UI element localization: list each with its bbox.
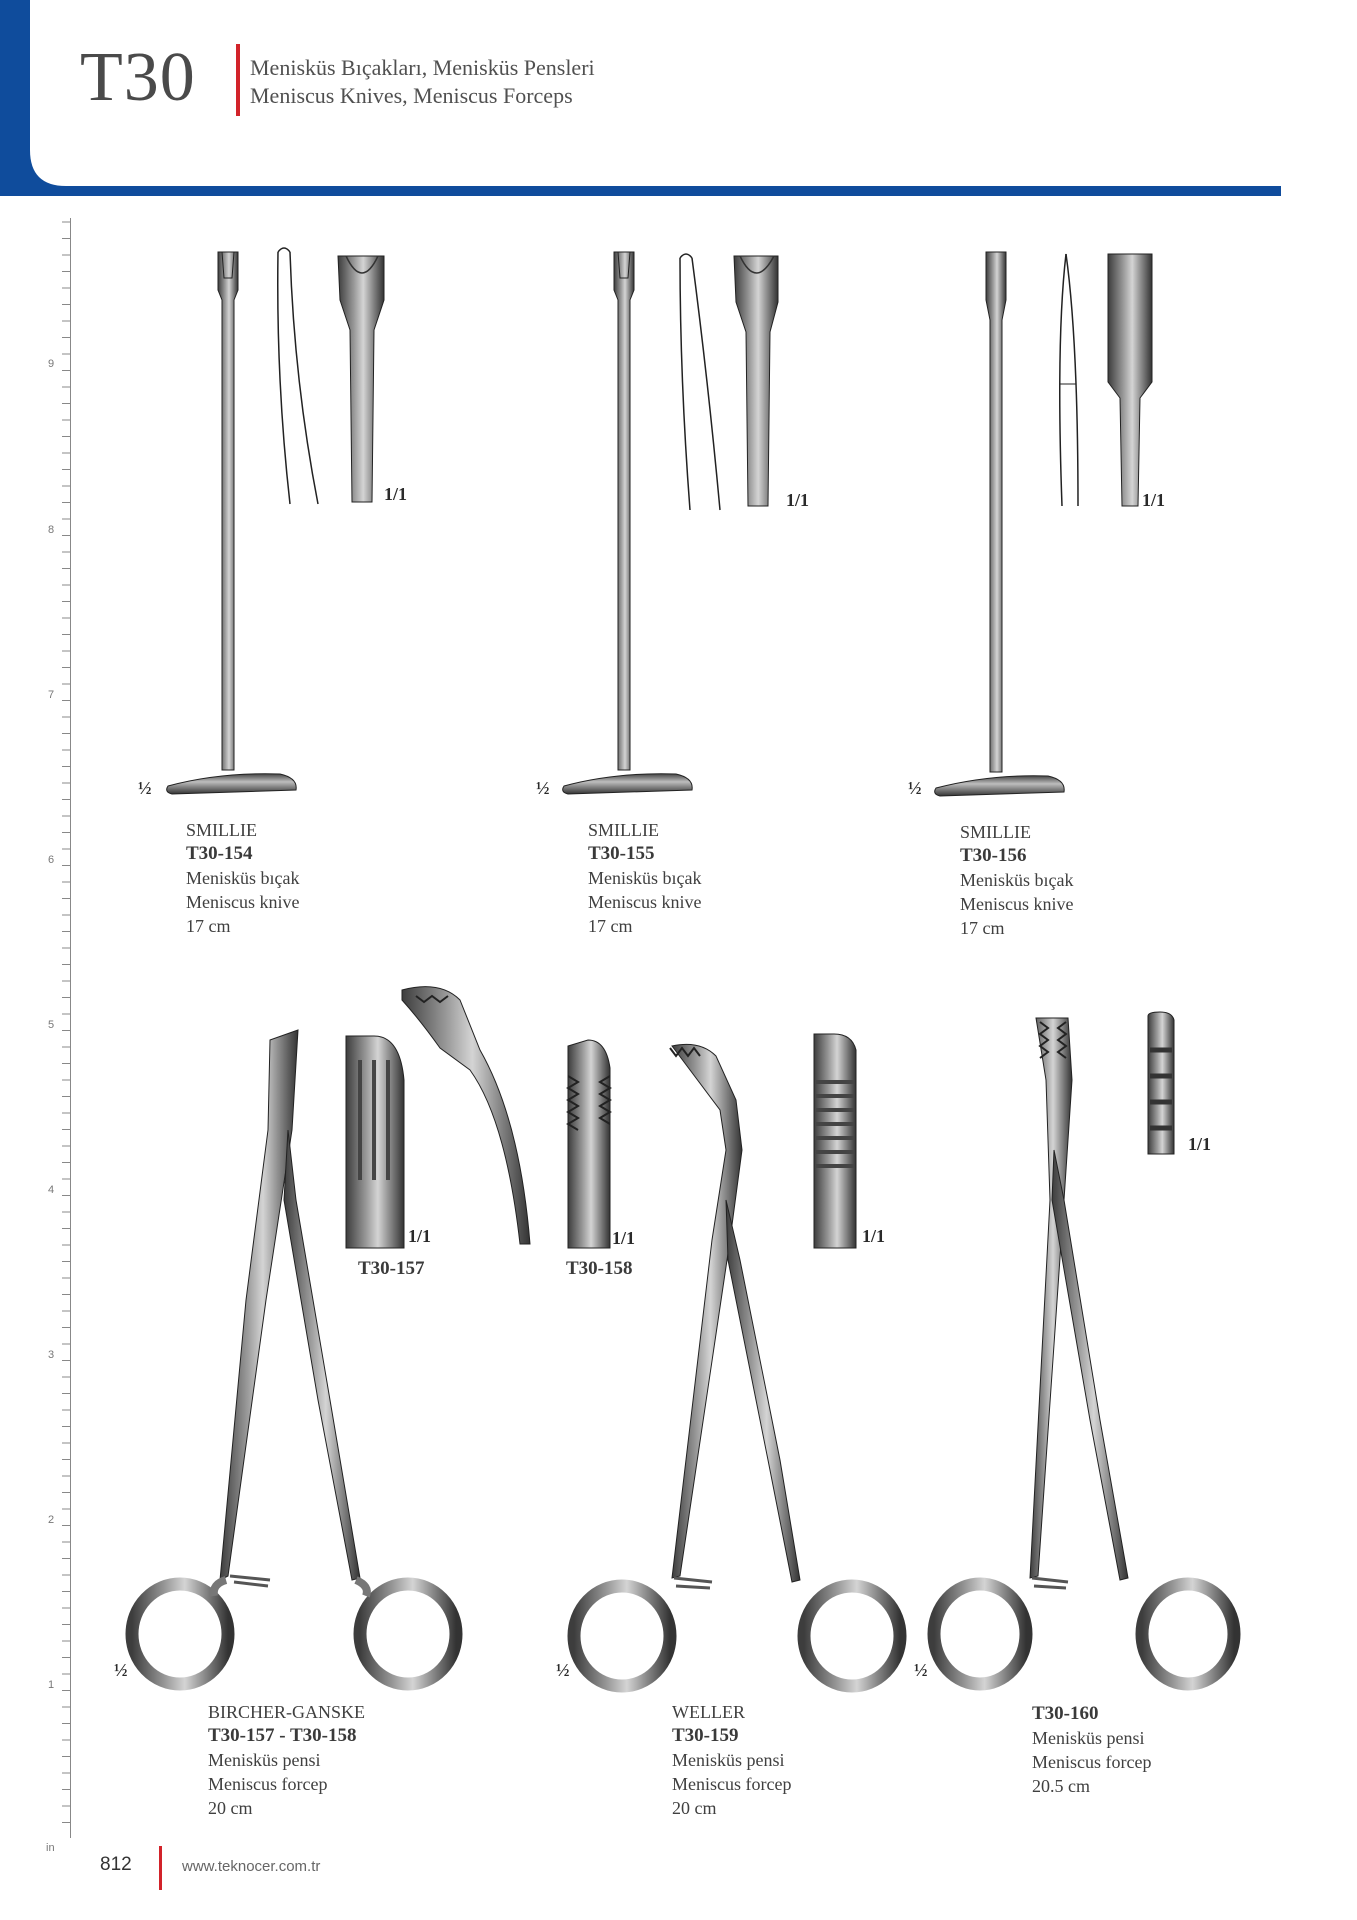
scale-marker: ½: [908, 778, 922, 798]
product-caption: [960, 820, 1073, 940]
product-name-en: Meniscus forcep: [208, 1774, 328, 1794]
product-code: T30-156: [960, 845, 1027, 866]
product-length: 20.5 cm: [1032, 1776, 1090, 1796]
forceps-bircher-ganske-image: [132, 987, 610, 1684]
scale-marker: 1/1: [862, 1226, 886, 1246]
ruler-number: 1: [48, 1679, 55, 1691]
detail-code: T30-157: [358, 1258, 425, 1279]
forceps-t30-160-image: [934, 1012, 1234, 1684]
scale-marker: ½: [138, 778, 152, 798]
product-code: T30-160: [1032, 1703, 1099, 1724]
product-name-tr: Menisküs pensi: [208, 1750, 321, 1770]
product-name-en: Meniscus forcep: [1032, 1752, 1152, 1772]
product-maker: SMILLIE: [186, 820, 257, 840]
page-number: 812: [100, 1854, 132, 1875]
ruler-number: 6: [48, 854, 55, 866]
product-length: 17 cm: [588, 916, 633, 936]
product-length: 20 cm: [672, 1798, 717, 1818]
scale-marker: ½: [556, 1660, 570, 1680]
page-title-turkish: Menisküs Bıçakları, Menisküs Pensleri: [250, 55, 595, 80]
product-maker: SMILLIE: [588, 820, 659, 840]
product-caption: [672, 1700, 791, 1820]
footer-divider: [159, 1846, 162, 1890]
product-name-en: Meniscus knive: [186, 892, 300, 912]
section-code: T30: [80, 39, 196, 116]
scale-marker: 1/1: [408, 1226, 432, 1246]
scale-marker: ½: [114, 1660, 128, 1680]
product-length: 17 cm: [960, 918, 1005, 938]
product-name-tr: Menisküs bıçak: [960, 870, 1074, 890]
scale-marker: 1/1: [1142, 490, 1166, 510]
scale-marker: 1/1: [1188, 1134, 1212, 1154]
scale-marker: 1/1: [384, 484, 408, 504]
page-title-english: Meniscus Knives, Meniscus Forceps: [250, 83, 573, 108]
forceps-weller-image: [574, 1034, 900, 1686]
website-link[interactable]: www.teknocer.com.tr: [182, 1858, 321, 1875]
ruler-unit: in: [46, 1842, 55, 1854]
scale-marker: ½: [536, 778, 550, 798]
detail-code: T30-158: [566, 1258, 633, 1279]
product-length: 20 cm: [208, 1798, 253, 1818]
ruler-number: 7: [48, 689, 55, 701]
product-caption: [1032, 1702, 1151, 1798]
product-name-en: Meniscus forcep: [672, 1774, 792, 1794]
product-code: T30-157 - T30-158: [208, 1725, 357, 1746]
product-maker: SMILLIE: [960, 822, 1031, 842]
ruler-number: 3: [48, 1349, 55, 1361]
ruler-number: 4: [48, 1184, 55, 1196]
product-caption: [588, 818, 701, 938]
knife-t30-156-image: [935, 252, 1152, 796]
product-maker: BIRCHER-GANSKE: [208, 1702, 366, 1722]
product-maker: WELLER: [672, 1702, 745, 1722]
scale-marker: ½: [914, 1660, 928, 1680]
scale-marker: 1/1: [612, 1228, 636, 1248]
product-length: 17 cm: [186, 916, 231, 936]
scale-marker: 1/1: [786, 490, 810, 510]
product-code: T30-155: [588, 843, 655, 864]
knife-t30-155-image: [563, 252, 778, 794]
product-name-tr: Menisküs bıçak: [186, 868, 300, 888]
ruler-number: 2: [48, 1514, 55, 1526]
product-name-tr: Menisküs pensi: [672, 1750, 785, 1770]
ruler-number: 8: [48, 524, 55, 536]
ruler-number: 5: [48, 1019, 55, 1031]
product-code: T30-159: [672, 1725, 739, 1746]
product-code: T30-154: [186, 843, 253, 864]
product-caption: [186, 818, 299, 938]
product-name-en: Meniscus knive: [960, 894, 1074, 914]
product-name-tr: Menisküs bıçak: [588, 868, 702, 888]
knife-t30-154-image: [167, 248, 384, 794]
ruler-number: 9: [48, 358, 55, 370]
product-name-en: Meniscus knive: [588, 892, 702, 912]
product-caption: [208, 1700, 365, 1820]
product-name-tr: Menisküs pensi: [1032, 1728, 1145, 1748]
